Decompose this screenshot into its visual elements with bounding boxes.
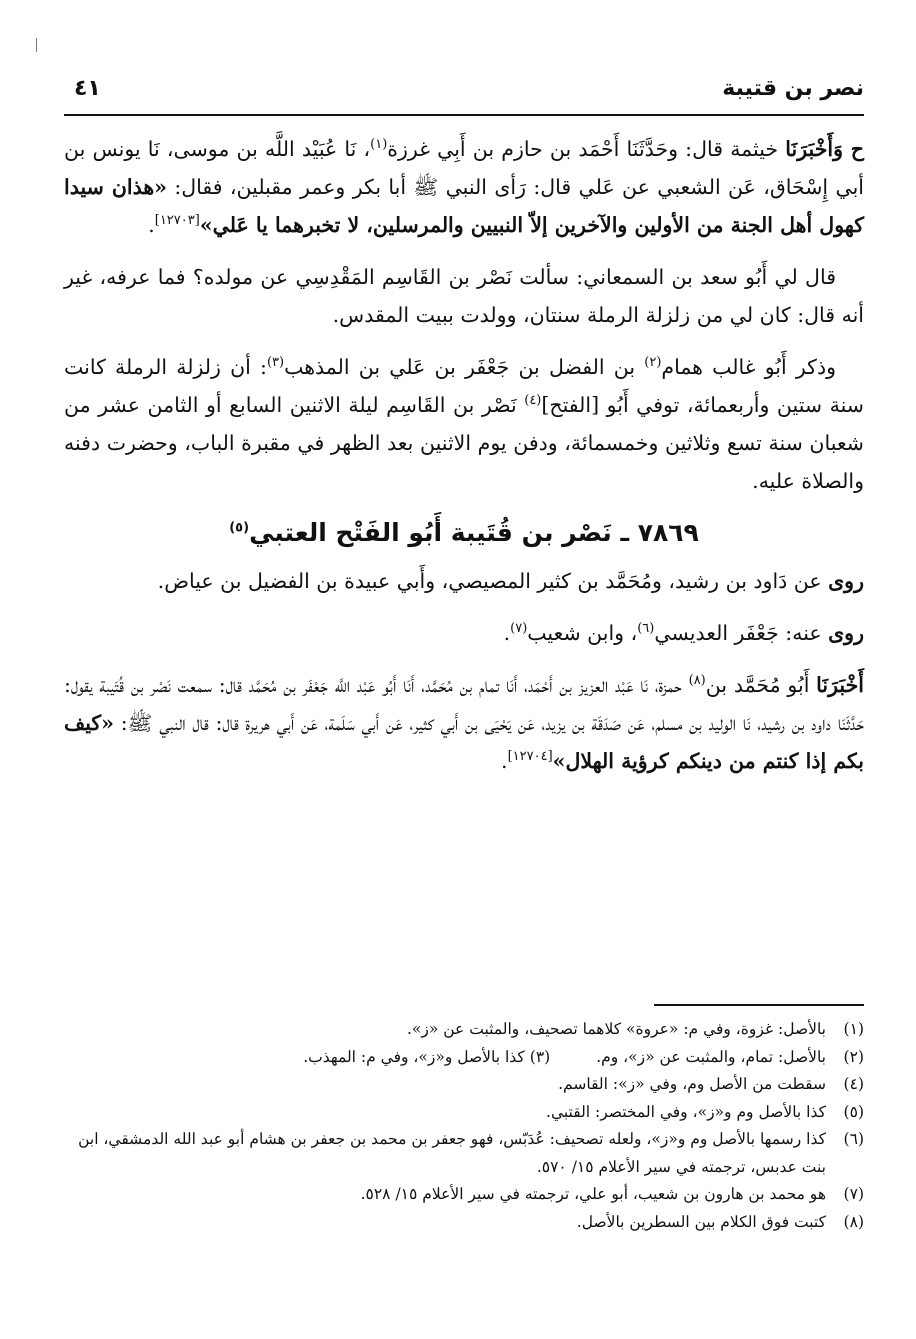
paragraph-text: قال لي أَبُو سعد بن السمعاني: سألت نَصْر بن القَاسِم المَقْدِسِي عن مولده؟ فما عرفه، غير أنه قال: كان لي من زلزلة الرملة سنتان، وولدت ببيت المقدس.	[64, 265, 864, 327]
paragraph-text: حمزة، نَا عَبْد العزيز بن أَحْمَد، أَنَا تمام بن مُحَمَّد، أَنَا أَبُو عَبْد اللَّه جَعْفَر بن مُحَمَّد قال: سمعت نَصْر بن قُتَيبة يقول: حَدَّثَنَا داود بن رشيد، نَا الوليد بن مسلم، عَن صَدَقَة بن يزيد، عَن يَحْيَى بن أَبي كثير، عَن أَبي سَلَمة، عَن أَبي هريرة قال: قال النبي ﷺ:	[64, 673, 864, 735]
paragraph-text: بن الفضل بن جَعْفَر بن عَلي بن المذهب	[284, 355, 645, 379]
main-text	[64, 130, 864, 794]
footnote-marker: (١)	[370, 137, 388, 153]
hadith-quote: «كيف بكم إذا كنتم من دينكم كرؤية الهلال»	[64, 711, 864, 773]
footnote	[64, 1071, 864, 1099]
paragraph-text: : أن زلزلة الرملة كانت سنة ستين وأربعمائة، توفي أَبُو [الفتح]	[64, 355, 864, 417]
footnote-text: سقطت من الأصل وم، وفي «ز»: القاسم.	[558, 1075, 826, 1093]
footnote-marker: (٤)	[524, 393, 542, 409]
isnad-lead: ح وَأَخْبَرَنَا	[785, 137, 864, 161]
hadith-reference: [١٢٧٠٣]	[154, 213, 200, 229]
running-header	[64, 70, 864, 116]
hadith-reference: [١٢٧٠٤]	[507, 749, 553, 765]
footnote-text: كذا رسمها بالأصل وم و«ز»، ولعله تصحيف: عُدَبّس، فهو جعفر بن محمد بن جعفر بن هشام أبو عبد الله الدمشقي، ابن بنت عدبس، ترجمته في سير الأعلام ١٥/ ٥٧٠.	[78, 1130, 826, 1176]
paragraph-birth	[64, 258, 864, 334]
footnote-marker: (٧)	[510, 621, 528, 637]
footnote	[64, 1016, 864, 1044]
footnote	[64, 1099, 864, 1127]
paragraph-text: عنه: جَعْفَر العديسي	[654, 621, 829, 645]
footnote-text: كتبت فوق الكلام بين السطرين بالأصل.	[576, 1212, 826, 1231]
footnote-number: (٤)	[843, 1075, 864, 1093]
footnote-text: كذا بالأصل و«ز»، وفي م: المهذب.	[303, 1047, 525, 1066]
footnote-separator	[654, 1004, 864, 1006]
paragraph-lead: روى	[828, 569, 864, 593]
footnote-number: (٥)	[843, 1102, 864, 1121]
footnote-text: هو محمد بن هارون بن شعيب، أبو علي، ترجمته في سير الأعلام ١٥/ ٥٢٨.	[360, 1185, 826, 1203]
footnote-text: كذا بالأصل وم و«ز»، وفي المختصر: القتبي.	[546, 1102, 826, 1121]
entry-heading	[64, 514, 864, 552]
paragraph-text: خيثمة قال: وحَدَّثَنَا أَحْمَد بن حازم بن أَبِي غرزة	[387, 137, 786, 161]
paragraph-hadith-2	[64, 666, 864, 780]
footnote-marker: (٨)	[688, 673, 706, 689]
footnote-text-pair	[64, 1044, 826, 1072]
paragraph-hadith-1	[64, 130, 864, 244]
footnote-text: بالأصل: غزوة، وفي م: «عروة» كلاهما تصحيف، والمثبت عن «ز».	[406, 1020, 826, 1038]
footnote-number: (٦)	[843, 1130, 864, 1148]
footnote	[64, 1209, 864, 1237]
footnote	[64, 1044, 864, 1072]
footnote-marker: (٦)	[637, 621, 655, 637]
footnote-number: (٧)	[843, 1185, 864, 1203]
entry-title: ٧٨٦٩ ـ نَصْر بن قُتَيبة أَبُو الفَتْح العتبي	[249, 518, 699, 547]
footnote	[64, 1181, 864, 1209]
paragraph-text: ، نَا عُبَيْد اللَّه بن موسى، نَا يونس بن أبي إِسْحَاق، عَن الشعبي عن عَلي قال: رَأى النبي ﷺ أبا بكر وعمر مقبلين، فقال:	[64, 137, 864, 199]
paragraph-end: .	[148, 213, 155, 237]
scan-edge-mark	[36, 38, 37, 52]
paragraph-text: نَصْر بن القَاسِم ليلة الاثنين السابع أو الثامن عشر من شعبان سنة تسع وثلاثين وخمسمائة، ودفن يوم الاثنين بعد الظهر في مقبرة الباب، وحضرت دفنه والصلاة عليه.	[64, 393, 864, 493]
paragraph-narrated-by	[64, 614, 864, 652]
footnote-number: (٣)	[529, 1047, 551, 1066]
paragraph-end: .	[501, 749, 508, 773]
footnote	[64, 1126, 864, 1181]
footnote-number: (٢)	[843, 1047, 864, 1066]
paragraph-text: وذكر أَبُو غالب همام	[661, 355, 836, 379]
footnote-marker: (٣)	[266, 355, 285, 371]
footnote-text: بالأصل: تمام، والمثبت عن «ز»، وم.	[596, 1047, 826, 1066]
running-title: نصر بن قتيبة	[722, 76, 864, 101]
page-number: ٤١	[74, 76, 101, 101]
footnote-number: (١)	[843, 1020, 864, 1038]
paragraph-end: .	[503, 621, 511, 645]
footnote-marker: (٥)	[229, 520, 250, 536]
hadith-quote: «هذان سيدا كهول أهل الجنة من الأولين والآخرين إلاّ النبيين والمرسلين، لا تخبرهما يا عَلي»	[64, 175, 864, 237]
paragraph-narrated-from	[64, 562, 864, 600]
paragraph-lead: روى	[828, 621, 864, 645]
footnote-number: (٨)	[843, 1212, 864, 1231]
footnote-marker: (٢)	[644, 355, 662, 371]
paragraph-text: ، وابن شعيب	[527, 621, 638, 645]
isnad-lead: أَخْبَرَنَا	[816, 673, 864, 697]
paragraph-death	[64, 348, 864, 500]
footnotes	[64, 1016, 864, 1236]
paragraph-text: عن دَاود بن رشيد، ومُحَمَّد بن كثير المصيصي، وأَبي عبيدة بن الفضيل بن عياض.	[157, 569, 829, 593]
paragraph-text: أَبُو مُحَمَّد بن	[705, 673, 817, 697]
